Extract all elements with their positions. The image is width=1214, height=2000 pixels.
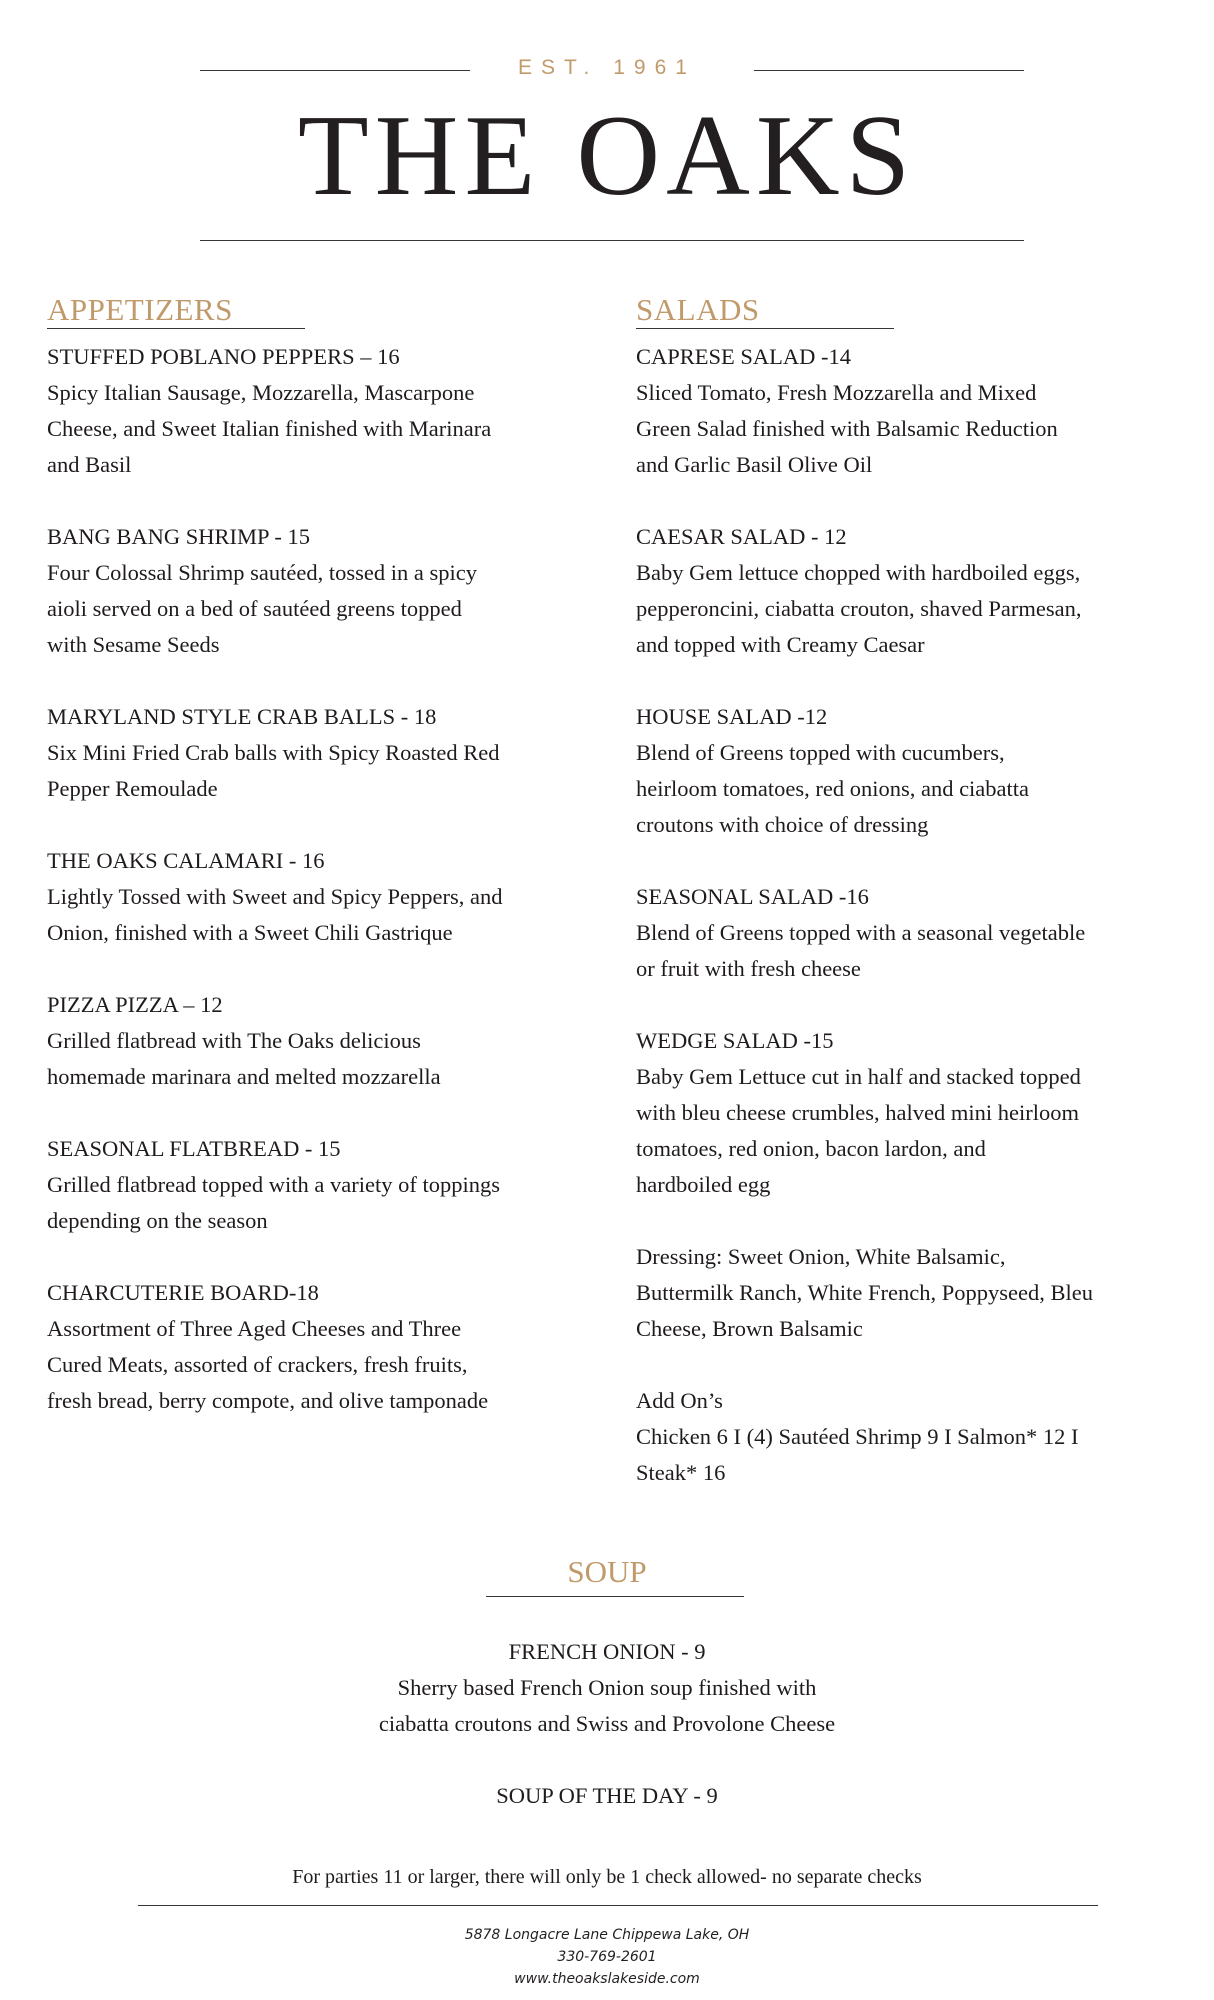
- menu-item-description: with Sesame Seeds: [47, 632, 220, 657]
- menu-item: [636, 879, 1196, 987]
- soup-heading-rule: [486, 1596, 744, 1597]
- soup-heading: SOUP: [567, 1554, 647, 1589]
- menu-item-description: Baby Gem lettuce chopped with hardboiled eggs,: [636, 560, 1081, 585]
- menu-item: [636, 519, 1196, 663]
- salads-section: [636, 290, 1196, 1491]
- menu-item-name: SEASONAL FLATBREAD - 15: [47, 1136, 341, 1161]
- dressing-info: [636, 1239, 1196, 1347]
- menu-item: [47, 1275, 607, 1419]
- menu-item-name: THE OAKS CALAMARI - 16: [47, 848, 325, 873]
- menu-item-description: Onion, finished with a Sweet Chili Gastrique: [47, 920, 453, 945]
- menu-item-description: and topped with Creamy Caesar: [636, 632, 925, 657]
- menu-item-description: fresh bread, berry compote, and olive tamponade: [47, 1388, 489, 1413]
- dressing-line: Dressing: Sweet Onion, White Balsamic,: [636, 1244, 1006, 1269]
- menu-item-description: tomatoes, red onion, bacon lardon, and: [636, 1136, 986, 1161]
- menu-item-name: MARYLAND STYLE CRAB BALLS - 18: [47, 704, 437, 729]
- menu-item-description: or fruit with fresh cheese: [636, 956, 861, 981]
- addons-info: [636, 1383, 1196, 1491]
- menu-item-description: Baby Gem Lettuce cut in half and stacked topped: [636, 1064, 1081, 1089]
- dressing-line: Cheese, Brown Balsamic: [636, 1316, 863, 1341]
- menu-item-description: Cured Meats, assorted of crackers, fresh fruits,: [47, 1352, 468, 1377]
- footer-phone: 330-769-2601: [557, 1949, 657, 1965]
- header-rule-right: [754, 70, 1024, 71]
- menu-item-description: Grilled flatbread with The Oaks delicious: [47, 1028, 421, 1053]
- menu-item-description: aioli served on a bed of sautéed greens topped: [47, 596, 462, 621]
- footer: [0, 1924, 1214, 1990]
- dressing-line: Buttermilk Ranch, White French, Poppyseed, Bleu: [636, 1280, 1094, 1305]
- established-label: EST. 1961: [518, 56, 696, 79]
- menu-item-description: Grilled flatbread topped with a variety of toppings: [47, 1172, 500, 1197]
- restaurant-title: THE OAKS: [297, 92, 917, 220]
- menu-item-name: PIZZA PIZZA – 12: [47, 992, 223, 1017]
- soup-section: [0, 1634, 1214, 1814]
- menu-item-description: depending on the season: [47, 1208, 268, 1233]
- footer-address: 5878 Longacre Lane Chippewa Lake, OH: [464, 1927, 750, 1943]
- menu-item: [47, 1131, 607, 1239]
- addons-title: Add On’s: [636, 1388, 723, 1413]
- salad-list: [636, 339, 1196, 1239]
- addons-line: Steak* 16: [636, 1460, 726, 1485]
- menu-item-description: Four Colossal Shrimp sautéed, tossed in a spicy: [47, 560, 477, 585]
- menu-item-name: STUFFED POBLANO PEPPERS – 16: [47, 344, 400, 369]
- menu-item-name: CAESAR SALAD - 12: [636, 524, 847, 549]
- footer-rule: [138, 1905, 1098, 1906]
- menu-item-description: hardboiled egg: [636, 1172, 771, 1197]
- soup-item-name: FRENCH ONION - 9: [508, 1639, 706, 1664]
- appetizers-section: [47, 290, 607, 1455]
- menu-item-description: with bleu cheese crumbles, halved mini heirloom: [636, 1100, 1080, 1125]
- party-notice: For parties 11 or larger, there will only be 1 check allowed- no separate checks: [292, 1866, 922, 1888]
- menu-item-name: BANG BANG SHRIMP - 15: [47, 524, 310, 549]
- addons-line: Chicken 6 I (4) Sautéed Shrimp 9 I Salmon* 12 I: [636, 1424, 1079, 1449]
- menu-item: [47, 843, 607, 951]
- menu-item-description: Blend of Greens topped with cucumbers,: [636, 740, 1005, 765]
- menu-item-description: and Basil: [47, 452, 132, 477]
- menu-item-description: Blend of Greens topped with a seasonal vegetable: [636, 920, 1086, 945]
- soup-item-name: SOUP OF THE DAY - 9: [496, 1783, 718, 1808]
- menu-item-description: Green Salad finished with Balsamic Reduction: [636, 416, 1058, 441]
- menu-item-name: CAPRESE SALAD -14: [636, 344, 852, 369]
- menu-item: [636, 1023, 1196, 1203]
- menu-item-name: CHARCUTERIE BOARD-18: [47, 1280, 319, 1305]
- menu-item-description: Sliced Tomato, Fresh Mozzarella and Mixed: [636, 380, 1037, 405]
- menu-item-description: Lightly Tossed with Sweet and Spicy Peppers, and: [47, 884, 503, 909]
- menu-item: [636, 699, 1196, 843]
- header-rule-bottom: [200, 240, 1024, 241]
- menu-item-description: and Garlic Basil Olive Oil: [636, 452, 873, 477]
- menu-item-description: Spicy Italian Sausage, Mozzarella, Mascarpone: [47, 380, 475, 405]
- menu-item-description: croutons with choice of dressing: [636, 812, 929, 837]
- menu-item: [47, 699, 607, 807]
- menu-item: [47, 339, 607, 483]
- footer-website: www.theoakslakeside.com: [514, 1971, 700, 1987]
- menu-item-description: Pepper Remoulade: [47, 776, 218, 801]
- menu-item-name: HOUSE SALAD -12: [636, 704, 828, 729]
- menu-item: [47, 519, 607, 663]
- menu-item-name: SEASONAL SALAD -16: [636, 884, 869, 909]
- menu-item: [47, 987, 607, 1095]
- menu-item-description: heirloom tomatoes, red onions, and ciabatta: [636, 776, 1030, 801]
- salads-heading: SALADS: [636, 292, 760, 327]
- menu-item-name: WEDGE SALAD -15: [636, 1028, 834, 1053]
- appetizer-list: [47, 339, 607, 1455]
- soup-item-description: ciabatta croutons and Swiss and Provolone Cheese: [378, 1711, 836, 1736]
- menu-item: [636, 339, 1196, 483]
- menu-item-description: homemade marinara and melted mozzarella: [47, 1064, 441, 1089]
- menu-item-description: Cheese, and Sweet Italian finished with Marinara: [47, 416, 492, 441]
- appetizers-heading: APPETIZERS: [47, 292, 233, 327]
- soup-item-description: Sherry based French Onion soup finished with: [397, 1675, 817, 1700]
- menu-item-description: Assortment of Three Aged Cheeses and Three: [47, 1316, 462, 1341]
- menu-item-description: Six Mini Fried Crab balls with Spicy Roasted Red: [47, 740, 500, 765]
- menu-item-description: pepperoncini, ciabatta crouton, shaved Parmesan,: [636, 596, 1082, 621]
